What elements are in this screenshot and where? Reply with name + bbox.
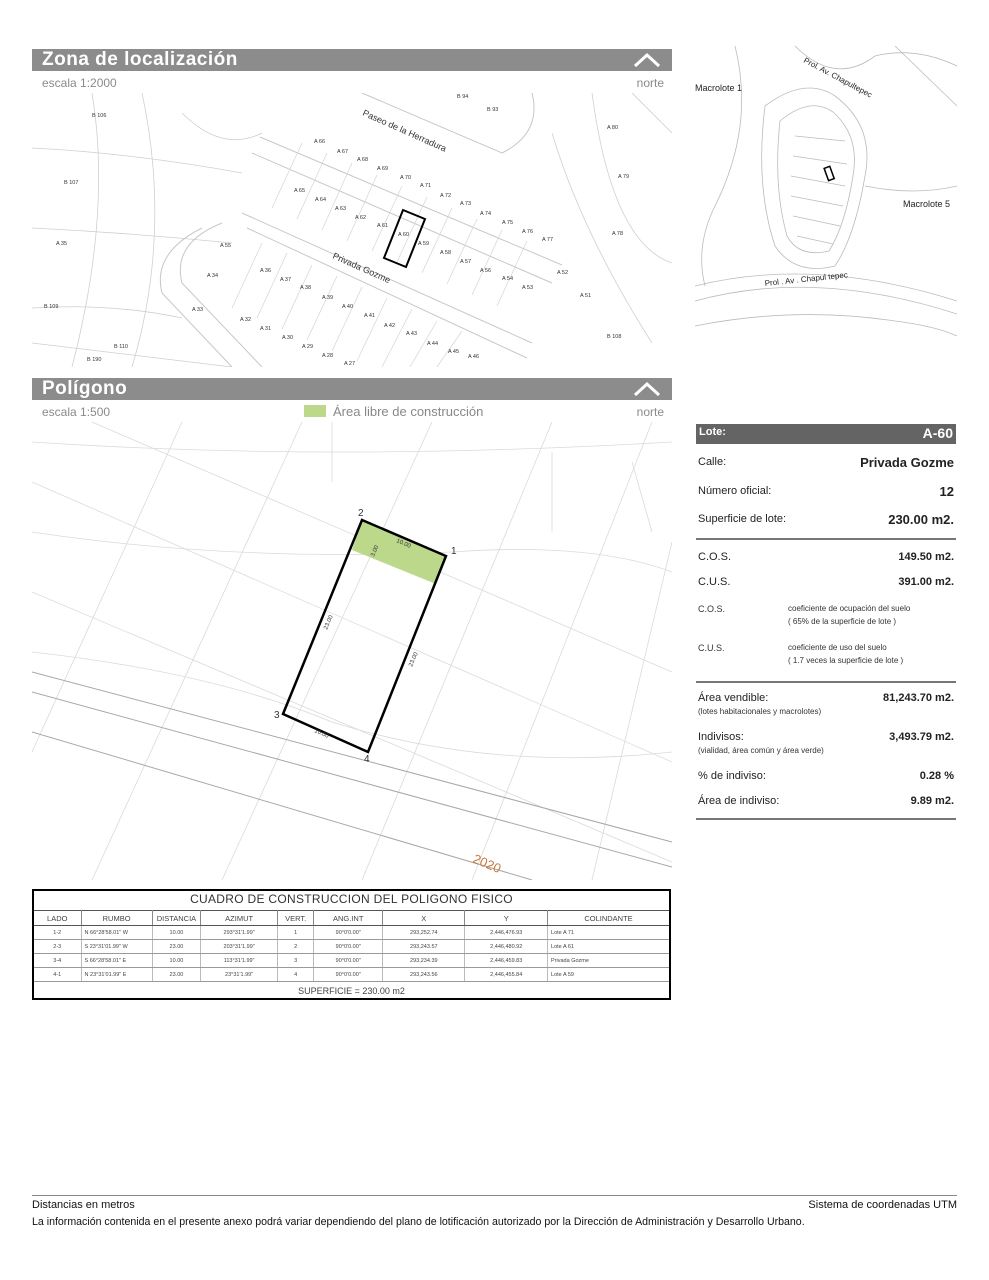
column-header: ANG.INT (314, 911, 383, 926)
table-cell: 2,446,459.83 (465, 954, 548, 968)
lot-info-panel (696, 424, 956, 824)
vendible-label: Área vendible: (698, 692, 769, 704)
polygon-north: norte (636, 405, 664, 419)
table-cell: 90°0'0.00" (314, 940, 383, 954)
table-row (34, 926, 669, 940)
lot-label: A 73 (460, 201, 472, 207)
lot-label: A 44 (427, 341, 439, 347)
table-cell: 1-2 (34, 926, 81, 940)
table-cell: N 66°28'58.01" W (81, 926, 152, 940)
inset-lot-marker (824, 166, 834, 180)
column-header: Y (465, 911, 548, 926)
numero-value: 12 (939, 484, 954, 499)
table-cell: 23.00 (152, 940, 201, 954)
table-cell: Lote A 61 (548, 940, 669, 954)
vertex-1: 1 (451, 546, 457, 557)
table-row (34, 940, 669, 954)
lot-label: A 51 (580, 293, 592, 299)
lot-label: A 59 (418, 241, 430, 247)
footer-disclaimer: La información contenida en el presente anexo podrá variar dependiendo del plano de lotificación autorizado por la Dirección de Administración y Desarrollo Urbano. (32, 1216, 805, 1228)
free-area-fill (352, 520, 446, 584)
street-label-herradura: Paseo de la Herradura (361, 107, 448, 154)
table-cell: 4-1 (34, 968, 81, 982)
footer-coords: Sistema de coordenadas UTM (808, 1199, 957, 1211)
vertex-4: 4 (364, 754, 370, 765)
pct-value: 0.28 % (919, 770, 954, 782)
table-row (34, 968, 669, 982)
chevron-up-icon[interactable] (632, 49, 662, 71)
dim-top: 10.00 (395, 538, 412, 550)
table-cell: 10.00 (152, 954, 201, 968)
lot-label: A 71 (420, 183, 432, 189)
dim-right: 23.00 (408, 651, 420, 668)
lot-label: A 37 (280, 277, 292, 283)
dim-bottom: 10.00 (313, 728, 330, 740)
lot-label: A 56 (480, 268, 492, 274)
area-indiviso-value: 9.89 m2. (910, 795, 954, 807)
divider (696, 538, 956, 540)
vendible-sub: (lotes habitacionales y macrolotes) (698, 707, 822, 716)
cus-def-label: C.U.S. (698, 643, 725, 653)
column-header: DISTANCIA (152, 911, 201, 926)
lot-label: B 94 (457, 94, 469, 100)
polygon-scale: escala 1:500 (42, 405, 111, 419)
lot-label: A 46 (468, 354, 480, 360)
dim-free: 3.00 (370, 544, 381, 558)
table-row (34, 954, 669, 968)
polygon-map (32, 422, 672, 880)
lot-label: A 53 (522, 285, 534, 291)
lot-label: A 74 (480, 211, 492, 217)
column-header: LADO (34, 911, 81, 926)
polygon-subrow (32, 405, 672, 421)
table-cell: 90°0'0.00" (314, 926, 383, 940)
table-cell: 23°31'1.99" (201, 968, 278, 982)
lot-label: B 107 (64, 180, 79, 186)
lot-label: A 41 (364, 313, 376, 319)
lot-label: A 60 (398, 232, 410, 238)
lot-label: B 93 (487, 107, 499, 113)
column-header: COLINDANTE (548, 911, 669, 926)
lot-labels (44, 94, 629, 367)
table-cell: Lote A 59 (548, 968, 669, 982)
divider (696, 818, 956, 820)
table-cell: 2-3 (34, 940, 81, 954)
legend-swatch (304, 405, 326, 417)
locator-scale: escala 1:2000 (42, 76, 117, 90)
lot-label: A 30 (282, 335, 294, 341)
table-cell: 2 (278, 940, 314, 954)
table-cell: 2,446,480.92 (465, 940, 548, 954)
lot-label: A 64 (315, 197, 327, 203)
lot-label: A 75 (502, 220, 514, 226)
superficie-value: 230.00 m2. (888, 512, 954, 527)
calle-value: Privada Gozme (860, 455, 954, 470)
indivisos-value: 3,493.79 m2. (889, 731, 954, 743)
table-cell: 2,446,476.93 (465, 926, 548, 940)
lot-label: B 108 (607, 334, 622, 340)
year-mark: 2020 (470, 850, 504, 877)
lot-label: B 106 (92, 113, 107, 119)
table-cell: 293,234.39 (383, 954, 465, 968)
lot-label: A 78 (612, 231, 624, 237)
lot-label: A 38 (300, 285, 312, 291)
table-cell: Lote A 71 (548, 926, 669, 940)
locator-map-svg (32, 93, 672, 367)
lot-label: B 110 (114, 344, 128, 350)
area-indiviso-label: Área de indiviso: (698, 795, 780, 807)
locator-title: Zona de localización (42, 49, 238, 70)
table-cell: 90°0'0.00" (314, 954, 383, 968)
table-cell: 23.00 (152, 968, 201, 982)
superficie-label: Superficie de lote: (698, 513, 787, 525)
polygon-title: Polígono (42, 378, 128, 399)
locator-north: norte (636, 76, 664, 90)
table-cell: 1 (278, 926, 314, 940)
inset-label-macrolote5: Macrolote 5 (903, 199, 951, 209)
table-cell: 4 (278, 968, 314, 982)
lot-label: A 39 (322, 295, 334, 301)
locator-header (32, 49, 672, 71)
lot-label: A 29 (302, 344, 314, 350)
table-cell: 293°31'1.99" (201, 926, 278, 940)
cus-def-1: coeficiente de uso del suelo (788, 643, 887, 652)
footer-distances: Distancias en metros (32, 1199, 135, 1211)
chevron-up-icon[interactable] (632, 378, 662, 400)
dim-left: 23.00 (323, 614, 335, 631)
cos-def-label: C.O.S. (698, 604, 726, 614)
inset-map-svg (695, 46, 957, 336)
cos-value: 149.50 m2. (898, 551, 954, 563)
table-cell: 90°0'0.00" (314, 968, 383, 982)
lot-label: A 43 (406, 331, 418, 337)
construction-table (32, 889, 671, 1000)
lot-label: A 33 (192, 307, 204, 313)
numero-label: Número oficial: (698, 485, 772, 497)
lot-label: A 69 (377, 166, 389, 172)
cos-label: C.O.S. (698, 551, 732, 563)
lot-label: A 65 (294, 188, 306, 194)
column-header: X (383, 911, 465, 926)
table-cell: S 66°28'58.01" E (81, 954, 152, 968)
polygon-header (32, 378, 672, 400)
polygon-map-svg (32, 422, 672, 880)
lot-label: A 54 (502, 276, 514, 282)
lot-label: A 72 (440, 193, 452, 199)
table-cell: 293,243.57 (383, 940, 465, 954)
lot-label: A 62 (355, 215, 367, 221)
lot-label: A 45 (448, 349, 460, 355)
lot-label: A 36 (260, 268, 272, 274)
table-cell: N 23°31'01.99" E (81, 968, 152, 982)
vertex-2: 2 (358, 508, 364, 519)
inset-label-macrolote1: Macrolote 1 (695, 83, 743, 93)
column-header: VERT. (278, 911, 314, 926)
table-cell: 293,243.56 (383, 968, 465, 982)
vertex-3: 3 (274, 710, 280, 721)
construction-table-header (34, 911, 669, 926)
lot-label: A 61 (377, 223, 389, 229)
lot-label: A 67 (337, 149, 349, 155)
lot-label: A 55 (220, 243, 232, 249)
lot-label: A 80 (607, 125, 619, 131)
lot-label: A 35 (56, 241, 68, 247)
lot-label: A 31 (260, 326, 272, 332)
table-cell: Privada Gozme (548, 954, 669, 968)
table-cell: 3-4 (34, 954, 81, 968)
locator-map (32, 93, 672, 367)
table-cell: 10.00 (152, 926, 201, 940)
column-header: RUMBO (81, 911, 152, 926)
lot-label: A 70 (400, 175, 412, 181)
table-cell: S 23°31'01.99" W (81, 940, 152, 954)
lot-header (696, 424, 956, 444)
lot-label: A 57 (460, 259, 472, 265)
construction-table-title: CUADRO DE CONSTRUCCION DEL POLIGONO FISICO (190, 892, 513, 906)
lot-label: A 40 (342, 304, 354, 310)
lot-label: A 68 (357, 157, 369, 163)
pct-label: % de indiviso: (698, 770, 766, 782)
lot-label: A 66 (314, 139, 326, 145)
lot-label: A 58 (440, 250, 452, 256)
lot-label: B 109 (44, 304, 59, 310)
indivisos-label: Indivisos: (698, 731, 744, 743)
lot-label: A 34 (207, 273, 219, 279)
table-cell: 113°31'1.99" (201, 954, 278, 968)
lot-label: A 52 (557, 270, 569, 276)
lot-label: A 79 (618, 174, 630, 180)
indivisos-sub: (vialidad, área común y área verde) (698, 746, 824, 755)
construction-table-footer: SUPERFICIE = 230.00 m2 (298, 986, 405, 996)
calle-label: Calle: (698, 456, 727, 468)
lot-label: A 63 (335, 206, 347, 212)
lot-label: A 27 (344, 361, 356, 367)
cus-label: C.U.S. (698, 576, 731, 588)
lot-label: A 32 (240, 317, 252, 323)
table-cell: 3 (278, 954, 314, 968)
lot-value: A-60 (922, 425, 953, 441)
legend-label: Área libre de construcción (333, 404, 484, 419)
cos-def-1: coeficiente de ocupación del suelo (788, 604, 911, 613)
lot-label: A 76 (522, 229, 534, 235)
cus-value: 391.00 m2. (898, 576, 954, 588)
vendible-value: 81,243.70 m2. (883, 692, 954, 704)
lot-label: A 28 (322, 353, 334, 359)
divider (696, 681, 956, 683)
footer-rule (32, 1195, 957, 1196)
locator-subrow (32, 76, 672, 92)
cos-def-2: ( 65% de la superficie de lote ) (788, 617, 897, 626)
inset-label-chapultepec-top: Prol. Av. Chapultepec (802, 55, 874, 100)
inset-map (695, 46, 957, 336)
inset-label-chapultepec-bottom: Prol . Av . Chapul tepec (764, 270, 849, 288)
cus-def-2: ( 1.7 veces la superficie de lote ) (788, 656, 904, 665)
lot-label: B 190 (87, 357, 102, 363)
table-cell: 293,252.74 (383, 926, 465, 940)
construction-table-grid (34, 910, 669, 982)
lot-label: A 42 (384, 323, 396, 329)
street-label-gozme: Privada Gozme (331, 250, 392, 286)
construction-table-body (34, 926, 669, 982)
lot-label: Lote: (699, 426, 726, 438)
column-header: AZIMUT (201, 911, 278, 926)
lot-label: A 77 (542, 237, 554, 243)
table-cell: 2,446,455.84 (465, 968, 548, 982)
table-cell: 203°31'1.99" (201, 940, 278, 954)
